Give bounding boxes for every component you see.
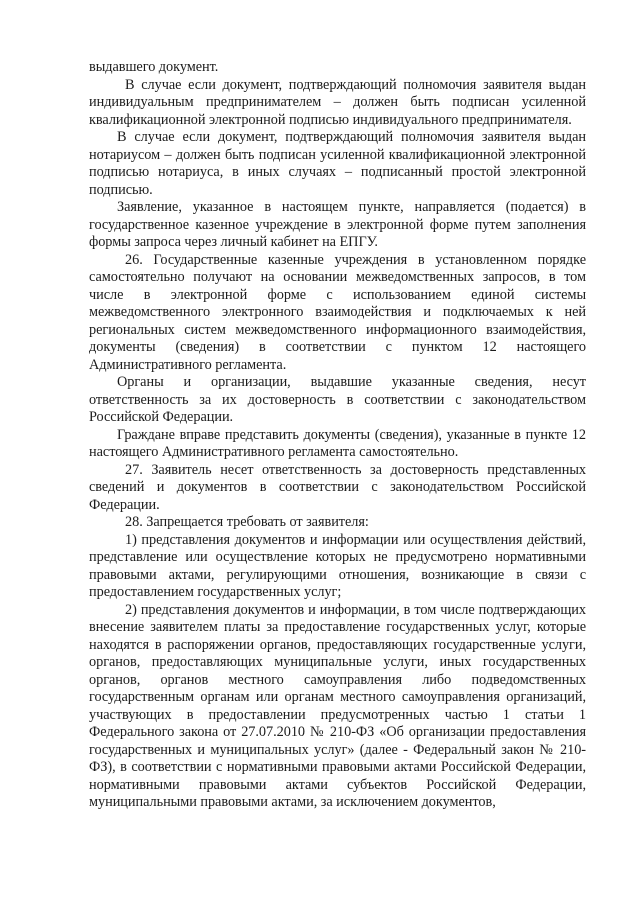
paragraph-application-submission: Заявление, указанное в настоящем пункте, направляется (подается) в государственное казенное учреждение в электронной форме путем заполнения формы запроса через личный кабинет на ЕПГУ.: [89, 199, 586, 250]
paragraph-notary: В случае если документ, подтверждающий полномочия заявителя выдан нотариусом – должен быть подписан усиленной квалификационной электронной подписью нотариуса, в иных случаях – подписанный простой электронной подписью.: [89, 129, 586, 198]
paragraph-item-26: 26. Государственные казенные учреждения в установленном порядке самостоятельно получают на основании межведомственных запросов, в том числе в электронной форме с использованием единой системы межведомственного электронного взаимодействия и подключаемых к ней региональных систем межведомственного информационного взаимодействия, документы (сведения) в соответствии с пунктом 12 настоящего Административного регламента.: [89, 251, 586, 373]
paragraph-item-28: 28. Запрещается требовать от заявителя:: [125, 514, 369, 530]
paragraph-subitem-1: 1) представления документов и информации или осуществления действий, представление или осуществление которых не предусмотрено нормативными правовыми актами, регулирующими отношения, возникающие в связи с предоставлением государственных услуг;: [89, 531, 586, 600]
paragraph-individual-entrepreneur: В случае если документ, подтверждающий полномочия заявителя выдан индивидуальным предпринимателем – должен быть подписан усиленной квалификационной электронной подписью индивидуального предпринимателя.: [89, 76, 586, 128]
paragraph-responsibility: Органы и организации, выдавшие указанные сведения, несут ответственность за их достоверность в соответствии с законодательством Российской Федерации.: [89, 374, 586, 425]
paragraph-subitem-2: 2) представления документов и информации, в том числе подтверждающих внесение заявителем платы за предоставление государственных услуг, которые находятся в распоряжении органов, предоставляющих государственные услуги, органов, предоставляющих муниципальные услуги, иных государственных органов, органов местного самоуправления либо подведомственных государственным органам или органам местного самоуправления организаций, участвующих в предоставлении предусмотренных частью 1 статьи 1 Федерального закона от 27.07.2010 № 210-ФЗ «Об организации предоставления государственных и муниципальных услуг» (далее - Федеральный закон № 210-ФЗ), в соответствии с нормативными правовыми актами Российской Федерации, нормативными правовыми актами субъектов Российской Федерации, муниципальными правовыми актами, за исключением документов,: [89, 601, 586, 810]
document-page: [89, 59, 586, 812]
paragraph-item-27: 27. Заявитель несет ответственность за достоверность представленных сведений и документов в соответствии с законодательством Российской Федерации.: [89, 461, 586, 513]
paragraph-citizens-right: Граждане вправе представить документы (сведения), указанные в пункте 12 настоящего Административного регламента самостоятельно.: [89, 426, 586, 460]
paragraph-continuation: выдавшего документ.: [89, 59, 219, 75]
